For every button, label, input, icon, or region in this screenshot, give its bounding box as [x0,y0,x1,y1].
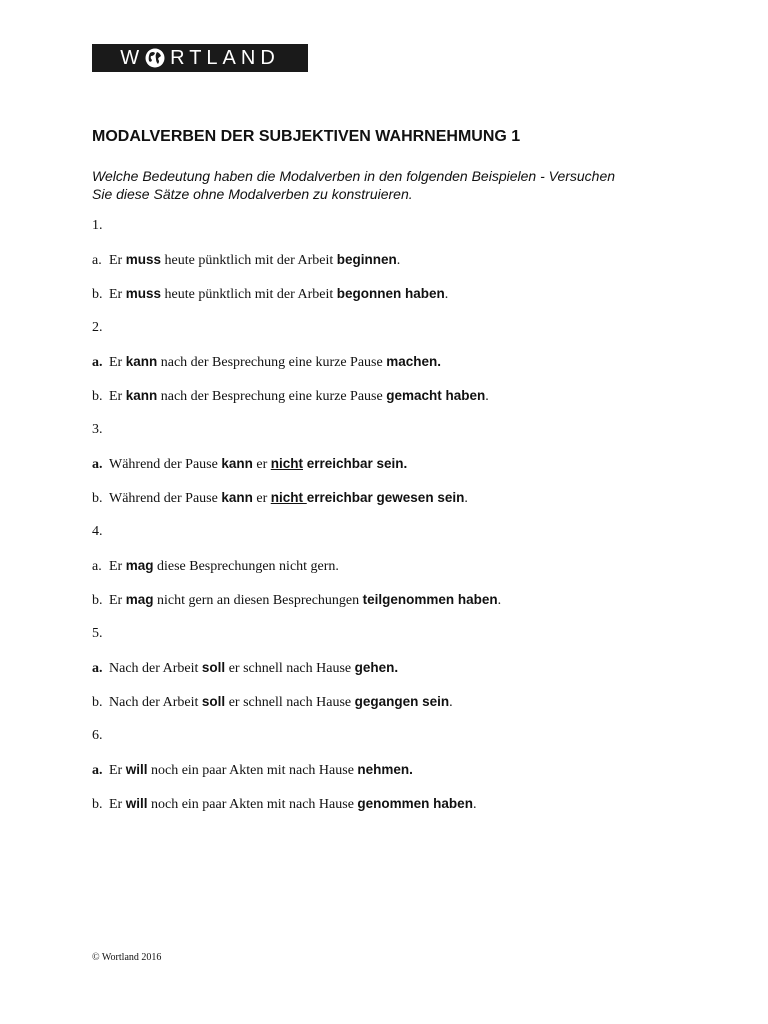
exercise-number: 1. [92,218,103,233]
exercise-sentence-b: b. Er muss heute pünktlich mit der Arbeit begonnen haben. [92,284,692,318]
modal-verb: muss [125,252,161,267]
modal-verb: mag [125,558,154,573]
item-marker: b. [92,491,103,506]
modal-verb: kann [221,456,253,471]
item-marker: b. [92,287,103,302]
globe-icon [145,48,165,68]
exercise-sentence-b: b. Nach der Arbeit soll er schnell nach Hause gegangen sein. [92,692,692,726]
exercise-sentence-b: b. Er will noch ein paar Akten mit nach Hause genommen haben. [92,794,692,828]
main-verb: erreichbar sein. [303,456,408,471]
item-marker: a. [92,253,102,268]
exercise-sentence-b: b. Während der Pause kann er nicht erreichbar gewesen sein. [92,488,692,522]
page-title: MODALVERBEN DER SUBJEKTIVEN WAHRNEHMUNG 1 [92,128,521,145]
modal-verb: muss [125,286,161,301]
modal-verb: kann [125,388,158,403]
exercise-sentence-a: a. Nach der Arbeit soll er schnell nach Hause gehen. [92,658,692,692]
modal-verb: mag [125,592,154,607]
copyright-footer: © Wortland 2016 [92,952,162,963]
modal-verb: soll [201,660,226,675]
main-verb: gemacht haben [386,388,486,403]
item-marker: b. [92,695,103,710]
main-verb: erreichbar gewesen sein [306,490,465,505]
negation: nicht [270,490,307,505]
modal-verb: kann [221,490,253,505]
item-marker: b. [92,389,103,404]
exercise-sentence-a: a. Während der Pause kann er nicht erreichbar sein. [92,454,692,488]
negation: nicht [270,456,303,471]
modal-verb: kann [125,354,158,369]
main-verb: gegangen sein [354,694,450,709]
item-marker: a. [92,457,103,472]
exercise-sentence-a: a. Er kann nach der Besprechung eine kurze Pause machen. [92,352,692,386]
main-verb: gehen. [354,660,399,675]
logo-wordmark [120,47,280,70]
item-marker: b. [92,797,103,812]
exercise-sentence-a: a. Er mag diese Besprechungen nicht gern. [92,556,692,590]
main-verb: machen. [386,354,441,369]
item-marker: a. [92,355,103,370]
exercise-sentence-a: a. Er will noch ein paar Akten mit nach Hause nehmen. [92,760,692,794]
exercise-number: 6. [92,728,103,743]
exercise-number: 3. [92,422,103,437]
modal-verb: will [125,796,148,811]
exercise-list [92,216,692,828]
item-marker: b. [92,593,103,608]
item-marker: a. [92,559,102,574]
main-verb: nehmen. [357,762,413,777]
main-verb: teilgenommen haben [362,592,498,607]
exercise-sentence-b: b. Er kann nach der Besprechung eine kurze Pause gemacht haben. [92,386,692,420]
main-verb: begonnen haben [336,286,445,301]
exercise-sentence-a: a. Er muss heute pünktlich mit der Arbeit beginnen. [92,250,692,284]
main-verb: beginnen [336,252,397,267]
exercise-number: 5. [92,626,103,641]
modal-verb: will [125,762,148,777]
item-marker: a. [92,661,103,676]
logo-text-left: W [120,46,145,69]
exercise-number: 2. [92,320,103,335]
modal-verb: soll [201,694,226,709]
wortland-logo [92,44,308,72]
main-verb: genommen haben [357,796,473,811]
exercise-number: 4. [92,524,103,539]
instructions: Welche Bedeutung haben die Modalverben in den folgenden Beispielen - Versuchen Sie diese Sätze ohne Modalverben zu konstruieren. [92,168,616,202]
exercise-sentence-b: b. Er mag nicht gern an diesen Besprechungen teilgenommen haben. [92,590,692,624]
logo-text-right: RTLAND [170,46,280,69]
item-marker: a. [92,763,103,778]
